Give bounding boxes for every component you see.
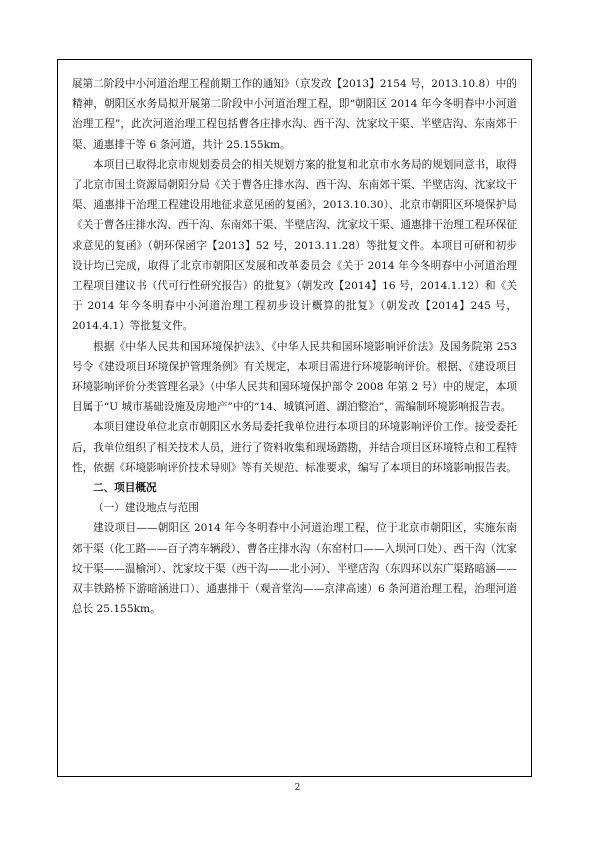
subsection-heading: （一）建设地点与范围 — [93, 502, 199, 515]
legal-basis-paragraph: 根据《中华人民共和国环境保护法》、《中华人民共和国环境影响评价法》及国务院第 253 号令《建设项目环境保护管理条例》有关规定，本项目需进行环境影响评价。根据、《建设项目环境影响评价分类管理名录》（中华人民共和国环境保护部令 2008 年第 2 号）中的规定，本项目属于“U 城市基础设施及房地产”中的“14、城镇河道、湖泊整治”，需编制环境影响报告表。 — [72, 340, 517, 414]
page-number: 2 — [294, 783, 301, 793]
section-heading: 二、项目概况 — [93, 482, 157, 495]
location-paragraph: 建设项目——朝阳区 2014 年今冬明春中小河道治理工程，位于北京市朝阳区，实施东南郊干渠（化工路——百子湾车辆段）、曹各庄排水沟（东窑村口——入坝河口处）、西干沟（沈家坟干渠——温榆河）、沈家坟干渠（西干沟——北小河）、半壁店沟（东四环以东广渠路暗涵——双丰铁路桥下游暗涵进口）、通惠排干（观音堂沟——京津高速）6 条河道治理工程，治理河道总长 25.155km。 — [72, 522, 517, 616]
document-frame — [57, 59, 532, 777]
approvals-paragraph: 本项目已取得北京市规划委员会的相关规划方案的批复和北京市水务局的规划同意书，取得了北京市国土资源局朝阳分局《关于曹各庄排水沟、西干沟、东南郊干渠、半壁店沟、沈家坟干渠、通惠排干治理工程建设用地征求意见函的复函》，2013.10.30）、北京市朝阳区环境保护局《关于曹各庄排水沟、西干沟、东南郊干渠、半壁店沟、沈家坟干渠、通惠排干治理工程环保征求意见的复函》（朝环保函字【2013】52 号，2013.11.28）等批复文件。本项目可研和初步设计均已完成，取得了北京市朝阳区发展和改革委员会《关于 2014 年今冬明春中小河道治理工程项目建议书（代可行性研究报告）的批复》（朝发改【2014】16 号，2014.1.12）和《关于 2014 年今冬明春中小河道治理工程初步设计概算的批复》（朝发改【2014】245 号，2014.4.1）等批复文件。 — [72, 158, 517, 333]
commission-paragraph: 本项目建设单位北京市朝阳区水务局委托我单位进行本项目的环境影响评价工作。接受委托后，我单位组织了相关技术人员，进行了资料收集和现场踏勘，并结合项目区环境特点和工程特性，依据《环境影响评价技术导则》等有关规范、标准要求，编写了本项目的环境影响报告表。 — [72, 421, 517, 474]
document-body — [58, 60, 531, 619]
intro-paragraph: 展第二阶段中小河道治理工程前期工作的通知》（京发改【2013】2154 号，2013.10.8）中的精神，朝阳区水务局拟开展第二阶段中小河道治理工程，即“朝阳区 2014 年今冬明春中小河道治理工程”，此次河道治理工程包括曹各庄排水沟、西干沟、沈家坟干渠、半壁店沟、东南郊干渠、通惠排干等 6 条河道，共计 25.155km。 — [72, 78, 517, 151]
